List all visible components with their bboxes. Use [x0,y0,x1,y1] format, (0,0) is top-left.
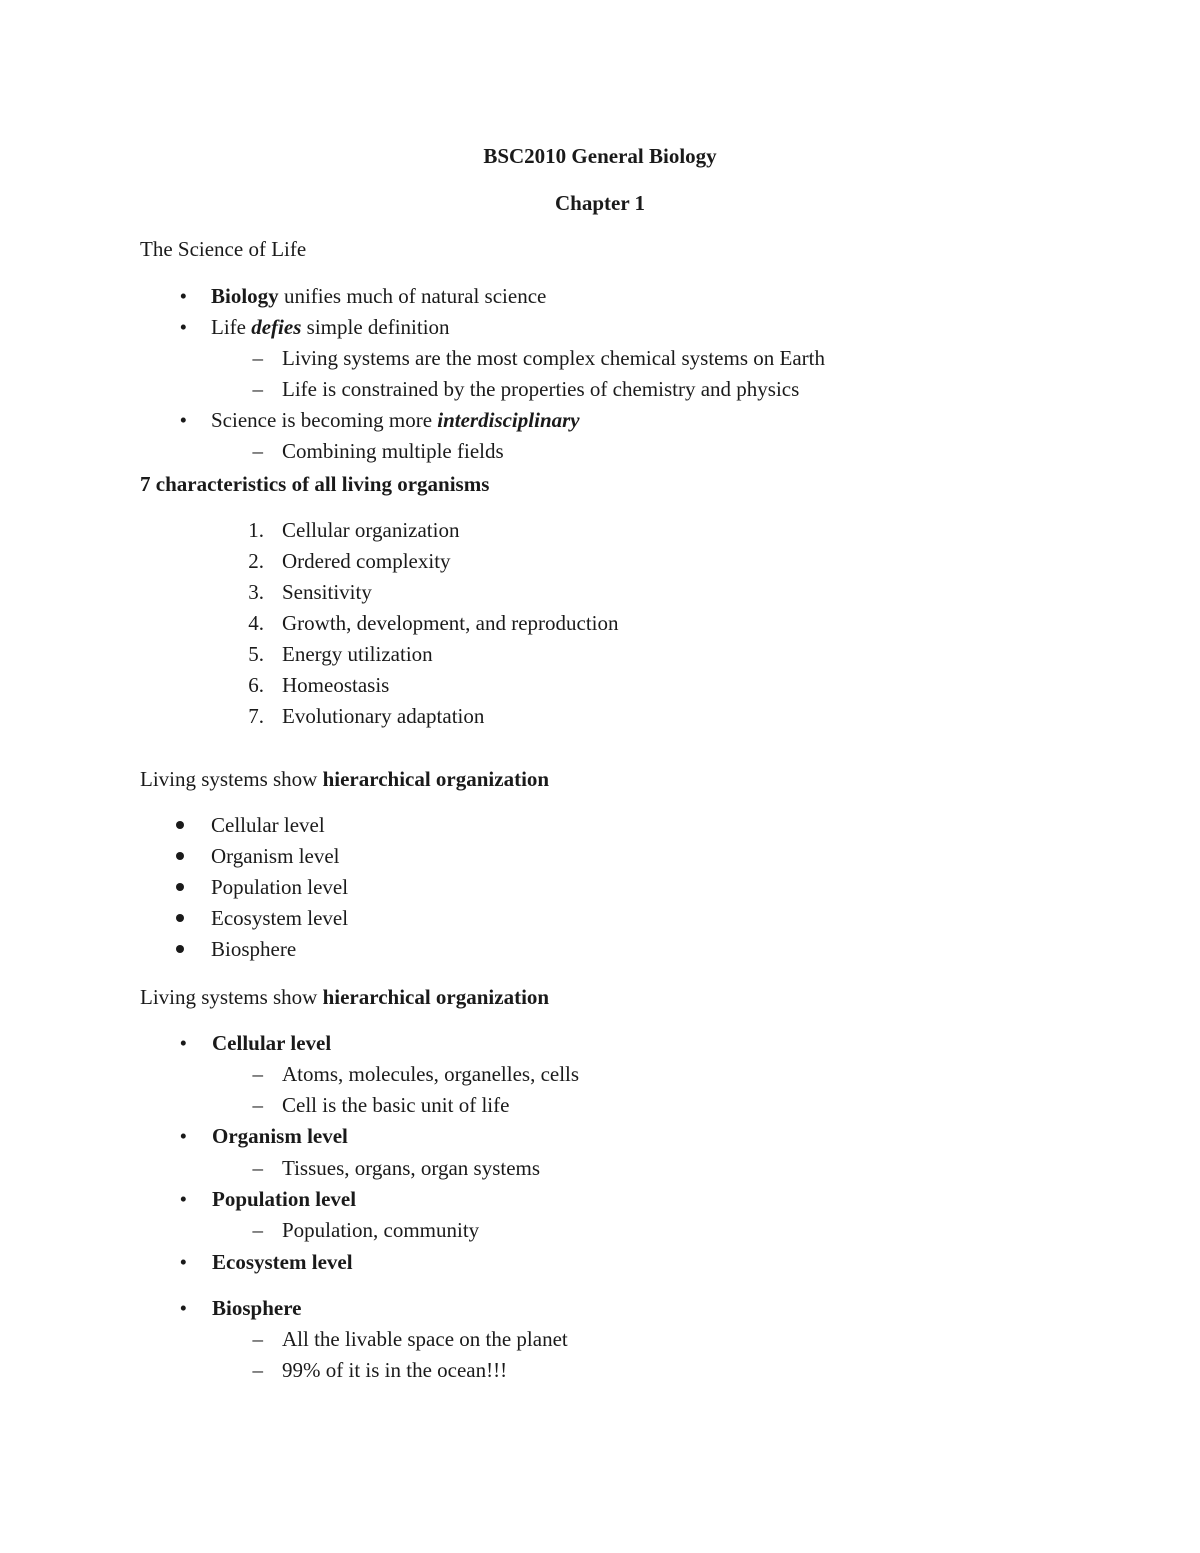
dash-marker: – [252,1327,263,1351]
list-number: 2. [248,549,264,573]
list-item-cellular: Cellular level [212,1031,332,1055]
bullet-dot [176,914,184,922]
dash-marker: – [252,1218,263,1242]
bullet-marker: • [179,1250,187,1274]
bullet-dot [176,883,184,891]
sub-list-item: Tissues, organs, organ systems [282,1156,541,1180]
dash-marker: – [252,1156,263,1180]
section-heading-science-of-life: The Science of Life [140,237,307,261]
item-text: Life [211,315,252,339]
list-item: Cellular level [211,813,325,837]
sub-list-item: All the livable space on the planet [282,1327,568,1351]
dash-marker: – [252,1093,263,1117]
sub-list-item: Living systems are the most complex chemical systems on Earth [282,346,825,370]
list-number: 1. [248,518,264,542]
sub-list-item: Cell is the basic unit of life [282,1093,510,1117]
list-item: Organism level [211,844,340,868]
item-text: Science is becoming more [211,408,438,432]
list-item [211,283,546,309]
section-heading-hierarchy-detail [140,984,549,1010]
list-number: 4. [248,611,264,635]
numbered-item: Sensitivity [282,580,372,604]
heading-bold-text: hierarchical organization [322,767,550,791]
heading-text: Living systems show [140,985,323,1009]
heading-text: Living systems show [140,767,323,791]
dash-marker: – [252,1358,263,1382]
section-heading-characteristics: 7 characteristics of all living organisms [140,472,490,496]
dash-marker: – [252,1062,263,1086]
list-item: Biosphere [211,937,297,961]
numbered-item: Evolutionary adaptation [282,704,485,728]
bullet-marker: • [179,1031,187,1055]
chapter-heading: Chapter 1 [554,191,646,215]
numbered-item: Homeostasis [282,673,390,697]
bullet-marker: • [179,284,187,308]
list-item: Ecosystem level [211,906,349,930]
list-number: 6. [248,673,264,697]
numbered-item: Ordered complexity [282,549,451,573]
document-title: BSC2010 General Biology [483,144,717,168]
numbered-item: Energy utilization [282,642,433,666]
numbered-item: Cellular organization [282,518,460,542]
sub-list-item: Atoms, molecules, organelles, cells [282,1062,580,1086]
heading-bold-text: hierarchical organization [322,985,550,1009]
dash-marker: – [252,377,263,401]
list-item [211,314,450,340]
sub-list-item: Life is constrained by the properties of chemistry and physics [282,377,800,401]
numbered-item: Growth, development, and reproduction [282,611,619,635]
list-item [211,407,580,433]
bullet-marker: • [179,1187,187,1211]
list-item-biosphere: Biosphere [212,1296,302,1320]
bullet-marker: • [179,1124,187,1148]
bullet-dot [176,852,184,860]
item-text: simple definition [301,315,450,339]
list-number: 5. [248,642,264,666]
sub-list-item: Population, community [282,1218,480,1242]
sub-list-item: Combining multiple fields [282,439,504,463]
list-item: Population level [211,875,349,899]
list-number: 3. [248,580,264,604]
item-text: unifies much of natural science [278,284,547,308]
bullet-marker: • [179,315,187,339]
bullet-dot [176,821,184,829]
list-item-ecosystem: Ecosystem level [212,1250,353,1274]
dash-marker: – [252,439,263,463]
emphasis-term: defies [251,315,302,339]
bullet-marker: • [179,408,187,432]
sub-list-item: 99% of it is in the ocean!!! [282,1358,508,1382]
list-item-organism: Organism level [212,1124,348,1148]
list-item-population: Population level [212,1187,357,1211]
emphasis-term: interdisciplinary [437,408,580,432]
bold-term: Biology [211,284,279,308]
list-number: 7. [248,704,264,728]
bullet-dot [176,945,184,953]
section-heading-hierarchy [140,766,549,792]
bullet-marker: • [179,1296,187,1320]
dash-marker: – [252,346,263,370]
